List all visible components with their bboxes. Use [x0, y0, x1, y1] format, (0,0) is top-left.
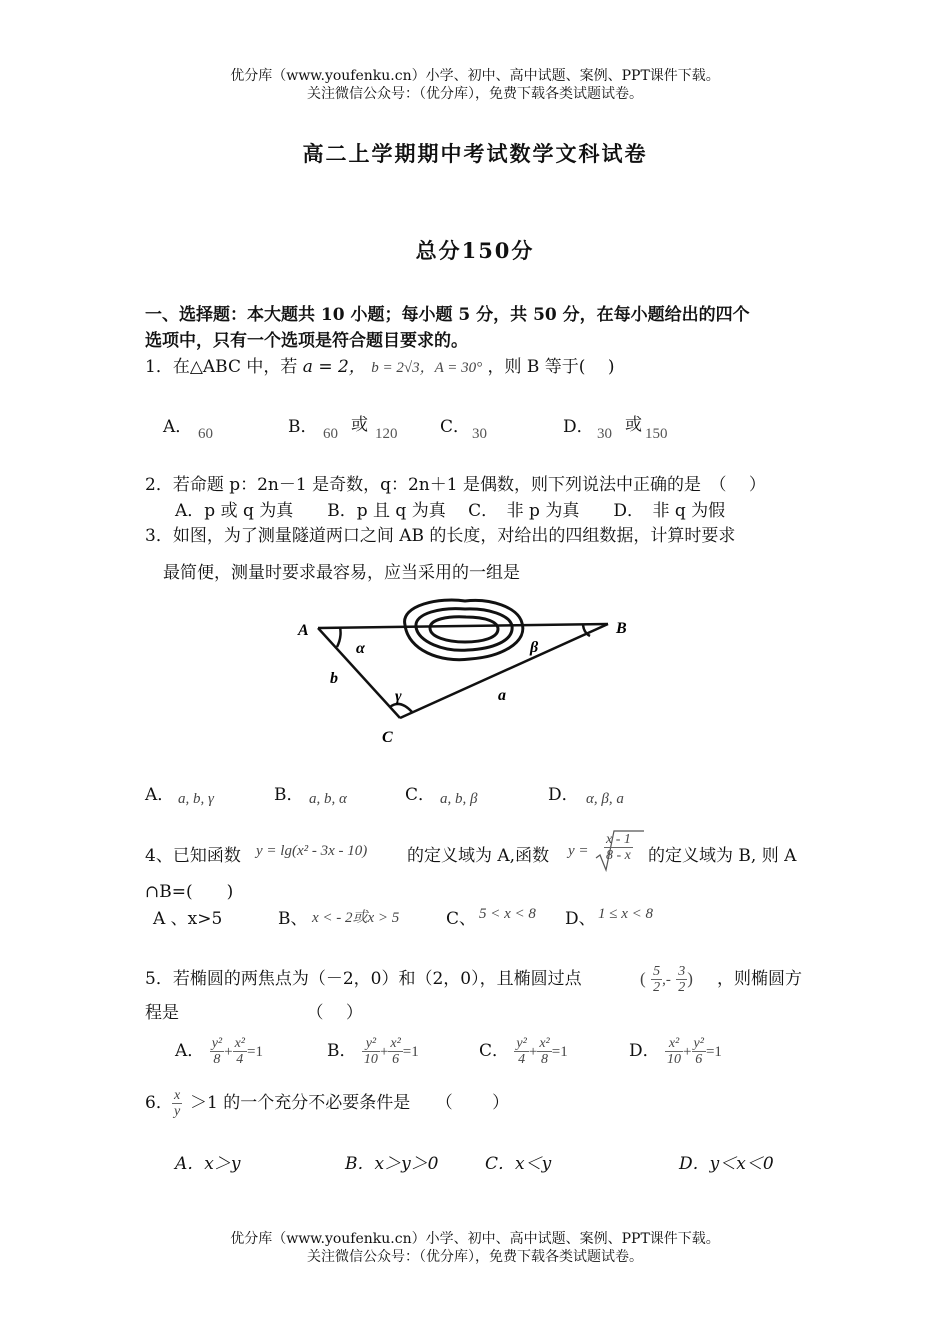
q3-opt-b-value: a, b, α [309, 791, 347, 807]
q4-f2-lhs: y = [568, 843, 589, 859]
side-ab [318, 624, 608, 628]
q1-opt-c-value: 30 [472, 426, 487, 442]
q5-option-a: A． $\frac{\text{y²}}{8}$ + $\frac{\text{x²}}{4}$ =1 [175, 1036, 263, 1067]
q6-num: 6． [145, 1093, 173, 1113]
q1-opt-b-value1: 60 [323, 426, 338, 442]
page-title: 高二上学期期中考试数学文科试卷 [302, 141, 648, 166]
q5-stem-c: 程是 （ ） [145, 1003, 363, 1023]
q5-c-n1: y² [516, 1036, 527, 1051]
total-score: 总分150分 [415, 238, 535, 263]
q6-frac [172, 1088, 182, 1119]
q2-options: A．p 或 q 为真 B．p 且 q 为真 C． 非 p 为真 D． 非 q 为假 [175, 501, 726, 521]
q5-a-d2: 4 [236, 1052, 244, 1067]
q6-opt-b: B．x＞y＞0 [345, 1154, 439, 1174]
q4-opt-c-value: 5 < x < 8 [479, 906, 536, 922]
q6-opt-c: C．x＜y [485, 1154, 552, 1174]
q4-stem-a: 4、已知函数 [145, 846, 241, 866]
q1-opt-d-value1: 30 [597, 426, 612, 442]
fig-label-a: a [498, 687, 506, 704]
q3-opt-b-label: B． [274, 785, 304, 805]
q1-stem-a: 1．在△ABC 中，若 [145, 357, 298, 377]
q4-opt-b-value: x < - 2或x > 5 [312, 910, 400, 926]
q5-point: ( $\frac{5}{2}$ ,- $\frac{3}{2}$ ) [640, 964, 693, 995]
q1-opt-a-label: A． [163, 417, 193, 437]
q5-opt-d-label: D． [629, 1041, 660, 1061]
q5-option-c: C． $\frac{\text{y²}}{4}$ + $\frac{\text{x²}}{8}$ =1 [479, 1036, 568, 1067]
q2-stem: 2．若命题 p：2n－1 是奇数，q：2n＋1 是偶数，则下列说法中正确的是 （ ） [145, 475, 766, 495]
q1-stem-b: ，则 B 等于( ) [487, 357, 615, 377]
q6-stem: ＞1 的一个充分不必要条件是 （ ） [190, 1093, 510, 1113]
q4-f2-den: 8 - x [606, 848, 631, 863]
q4-opt-d-label: D、 [565, 909, 596, 929]
q5-opt-a-label: A． [175, 1041, 205, 1061]
tunnel-figure [290, 595, 640, 750]
q5-option-b: B． $\frac{\text{y²}}{10}$ + $\frac{\text{x²}}{6}$ =1 [327, 1036, 419, 1067]
q1-opt-b-value2: 120 [375, 426, 398, 442]
q5-opt-b-label: B． [327, 1041, 357, 1061]
q5-pt-den2: 2 [678, 980, 686, 995]
mountain-contours [405, 600, 523, 660]
q1-b-eq: b = 2√3，A = 30° [371, 360, 483, 376]
q4-f2-num: x - 1 [606, 832, 631, 847]
q4-f2-frac [604, 832, 633, 863]
fig-label-beta: β [530, 639, 539, 656]
q5-b-eq: =1 [402, 1044, 419, 1060]
q3-opt-a-value: a, b, γ [178, 791, 214, 807]
q3-opt-d-label: D． [548, 785, 579, 805]
q5-pt-num1: 5 [653, 964, 661, 979]
q1-opt-d-or: 或 [625, 415, 642, 435]
q3-line1: 3．如图，为了测量隧道两口之间 AB 的长度，对给出的四组数据，计算时要求 [145, 526, 736, 546]
q1-stem [145, 352, 614, 377]
q5-a-n1: y² [211, 1036, 223, 1051]
q5-d-eq: =1 [705, 1044, 722, 1060]
q1-opt-b-or: 或 [351, 415, 368, 435]
q5-d-n1: x² [665, 1036, 683, 1052]
q1-opt-c-label: C． [440, 417, 471, 437]
q5-d-n2: y² [693, 1036, 704, 1051]
q5-a-d1: 8 [213, 1052, 221, 1067]
q5-b-d1: 10 [363, 1052, 378, 1067]
q3-opt-d-value: α, β, a [586, 791, 624, 807]
q5-a-n2: x² [234, 1036, 245, 1051]
q5-b-n2: x² [390, 1036, 401, 1051]
footer-line-1: 优分库（www.youfenku.cn）小学、初中、高中试题、案例、PPT课件下载。 [230, 1231, 720, 1247]
q6-frac-n: x [174, 1088, 181, 1103]
q4-opt-c-label: C、 [446, 909, 477, 929]
q4-stem-b: 的定义域为 A,函数 [407, 846, 550, 866]
q6-frac-d: y [174, 1104, 181, 1119]
q5-d-d2: 6 [695, 1052, 703, 1067]
q5-pt-frac2 [676, 964, 687, 995]
q4-opt-d-value: 1 ≤ x < 8 [598, 906, 654, 922]
q5-c-d2: 8 [541, 1052, 549, 1067]
q5-d-d1: 10 [667, 1052, 682, 1067]
q5-b-d2: 6 [392, 1052, 400, 1067]
q3-line2: 最简便，测量时要求最容易，应当采用的一组是 [163, 563, 520, 583]
angle-alpha-arc [337, 627, 341, 647]
q5-pt-num2: 3 [678, 964, 686, 979]
q6-opt-d: D．y＜x＜0 [679, 1154, 774, 1174]
q5-c-eq: =1 [551, 1044, 568, 1060]
q6-opt-a: A．x＞y [175, 1154, 241, 1174]
fig-label-alpha: α [356, 640, 365, 657]
q5-a-eq: =1 [247, 1044, 263, 1060]
footer-line-2: 关注微信公众号：（优分库），免费下载各类试题试卷。 [307, 1249, 643, 1265]
fig-label-B: B [616, 620, 627, 637]
q4-stem-d: ∩B=( ) [145, 882, 234, 902]
q1-opt-b-label: B． [288, 417, 318, 437]
fig-label-gamma: γ [395, 688, 402, 705]
q5-pt-frac1 [651, 964, 662, 995]
section-heading-line1: 一、选择题：本大题共 10 小题；每小题 5 分，共 50 分，在每小题给出的四个 [145, 305, 750, 325]
q5-c-d1: 4 [518, 1052, 526, 1067]
q5-b-n1: y² [362, 1036, 380, 1052]
q4-opt-a: A 、x>5 [153, 909, 223, 929]
q4-opt-b-label: B、 [278, 909, 308, 929]
fig-label-C: C [382, 729, 393, 746]
q1-opt-d-label: D． [563, 417, 594, 437]
header-line-2: 关注微信公众号：（优分库），免费下载各类试题试卷。 [307, 86, 643, 102]
q4-stem-c: 的定义域为 B, 则 A [648, 846, 797, 866]
fig-label-b: b [330, 670, 338, 687]
q5-stem-b: ，则椭圆方 [717, 969, 802, 989]
section-heading-line2: 选项中，只有一个选项是符合题目要求的。 [145, 331, 468, 351]
q5-pt-den1: 2 [653, 980, 661, 995]
q4-f1: y = lg(x² - 3x - 10) [256, 843, 368, 859]
q5-stem-a: 5．若椭圆的两焦点为（－2，0）和（2，0），且椭圆过点 [145, 969, 582, 989]
q5-option-d: D． $\frac{\text{x²}}{10}$ + $\frac{\text{y²}}{6}$ =1 [629, 1036, 722, 1067]
q3-opt-c-label: C． [405, 785, 436, 805]
q5-opt-c-label: C． [479, 1041, 510, 1061]
q1-opt-a-value: 60 [198, 426, 213, 442]
q3-opt-c-value: a, b, β [440, 791, 478, 807]
q5-c-n2: x² [539, 1036, 550, 1051]
q1-opt-d-value2: 150 [645, 426, 668, 442]
header-line-1: 优分库（www.youfenku.cn）小学、初中、高中试题、案例、PPT课件下载。 [230, 68, 720, 84]
q3-opt-a-label: A． [145, 785, 175, 805]
fig-label-A: A [298, 622, 309, 639]
q1-option-a [163, 412, 192, 437]
q1-a-eq: a = 2， [302, 357, 366, 377]
